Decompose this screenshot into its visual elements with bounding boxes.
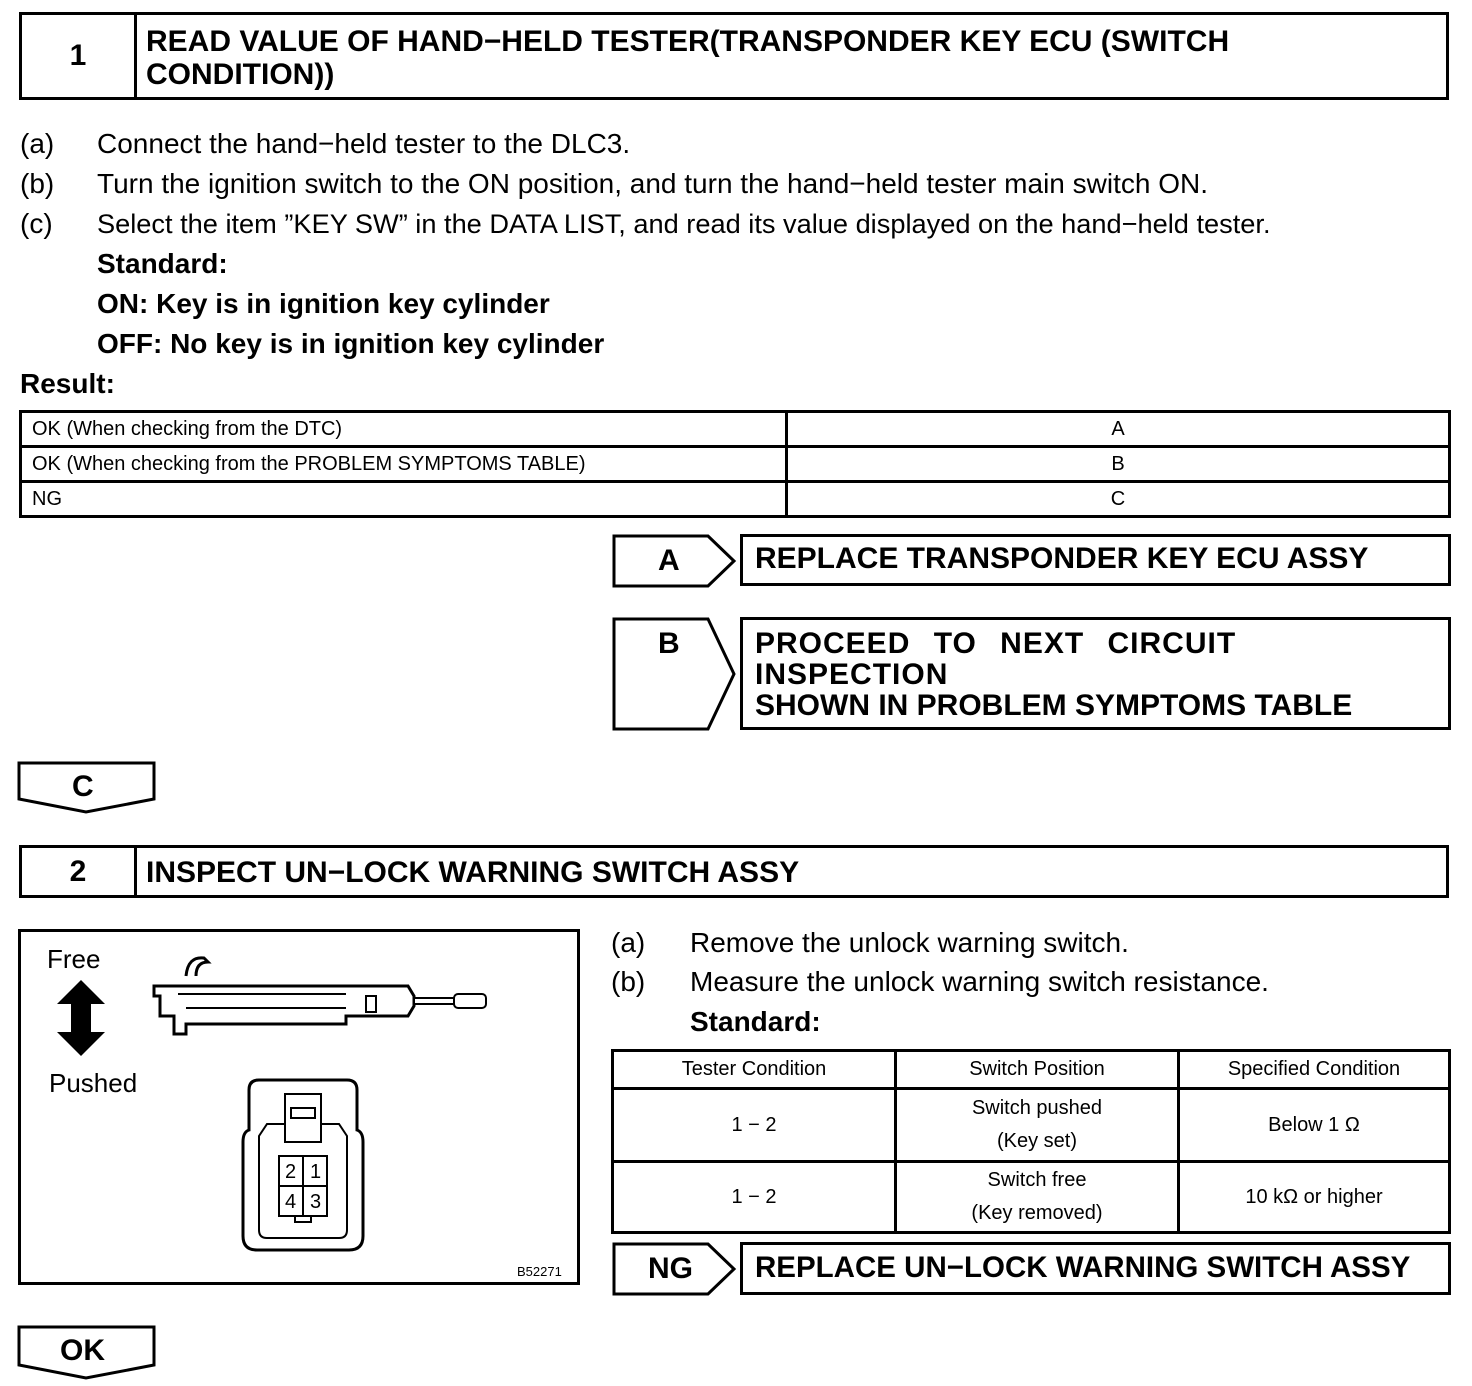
step-2-item-b-text: Measure the unlock warning switch resistance. bbox=[690, 966, 1269, 997]
pin-3: 3 bbox=[310, 1191, 322, 1213]
step-1-title bbox=[146, 25, 1436, 91]
spec-position-line-2: (Key removed) bbox=[971, 1202, 1103, 1224]
result-code: C bbox=[787, 482, 1450, 517]
step-1-title-line-1: READ VALUE OF HAND−HELD TESTER(TRANSPONDER KEY ECU (SWITCH bbox=[146, 25, 1230, 58]
ng-code: NG bbox=[648, 1252, 693, 1285]
connector-front-view-icon bbox=[241, 1076, 365, 1254]
result-code: A bbox=[787, 412, 1450, 447]
pin-1: 1 bbox=[310, 1161, 322, 1183]
action-a-box bbox=[740, 534, 1451, 586]
standard-on: ON: Key is in ignition key cylinder bbox=[97, 288, 550, 319]
table-row bbox=[613, 1051, 1450, 1089]
spec-condition: 10 kΩ or higher bbox=[1179, 1162, 1450, 1233]
step-1-title-line-2: CONDITION)) bbox=[146, 58, 335, 91]
spec-tester: 1 − 2 bbox=[613, 1089, 896, 1162]
item-label: (b) bbox=[20, 168, 55, 199]
result-code: B bbox=[787, 447, 1450, 482]
item-label: (b) bbox=[611, 966, 646, 997]
spec-header: Switch Position bbox=[896, 1051, 1179, 1089]
step-2-number: 2 bbox=[22, 848, 137, 895]
action-b-code: B bbox=[658, 627, 680, 660]
table-row bbox=[613, 1162, 1450, 1233]
item-text: Turn the ignition switch to the ON position, and turn the hand−held tester main switch ON. bbox=[97, 168, 1208, 199]
spec-header: Specified Condition bbox=[1179, 1051, 1450, 1089]
spec-position bbox=[896, 1162, 1179, 1233]
ok-code: OK bbox=[60, 1334, 105, 1367]
item-label: (a) bbox=[20, 128, 55, 159]
step-2-item-a-text: Remove the unlock warning switch. bbox=[690, 927, 1129, 958]
figure-id: B52271 bbox=[517, 1264, 562, 1279]
table-row bbox=[21, 482, 1450, 517]
spec-header: Tester Condition bbox=[613, 1051, 896, 1089]
pin-4: 4 bbox=[285, 1191, 297, 1213]
spec-condition: Below 1 Ω bbox=[1179, 1089, 1450, 1162]
action-b-box bbox=[740, 617, 1451, 730]
result-condition: OK (When checking from the DTC) bbox=[21, 412, 787, 447]
action-a-text: REPLACE TRANSPONDER KEY ECU ASSY bbox=[755, 542, 1369, 575]
pushed-label: Pushed bbox=[49, 1068, 138, 1098]
step-2-standard-label: Standard: bbox=[690, 1006, 821, 1037]
table-row bbox=[21, 447, 1450, 482]
step-2-header bbox=[19, 845, 1449, 898]
result-table bbox=[19, 410, 1451, 518]
action-a-code: A bbox=[658, 544, 680, 577]
standard-label: Standard: bbox=[97, 248, 228, 279]
spec-tester: 1 − 2 bbox=[613, 1162, 896, 1233]
step-1-header bbox=[19, 12, 1449, 100]
ng-action-text: REPLACE UN−LOCK WARNING SWITCH ASSY bbox=[755, 1251, 1411, 1284]
step-2-title: INSPECT UN−LOCK WARNING SWITCH ASSY bbox=[146, 856, 800, 889]
step-2-item-b bbox=[611, 966, 645, 998]
switch-figure bbox=[18, 929, 580, 1285]
table-row bbox=[613, 1089, 1450, 1162]
item-text: Connect the hand−held tester to the DLC3. bbox=[97, 128, 631, 159]
standard-off: OFF: No key is in ignition key cylinder bbox=[97, 328, 605, 359]
step-2-item-a bbox=[611, 927, 645, 959]
spec-position-line-2: (Key set) bbox=[996, 1130, 1078, 1152]
spec-position-line-1: Switch pushed bbox=[971, 1097, 1103, 1119]
step-1-number: 1 bbox=[22, 15, 137, 97]
next-c-code: C bbox=[72, 770, 94, 803]
switch-side-view-icon bbox=[146, 946, 496, 1036]
item-label: (a) bbox=[611, 927, 646, 958]
pin-2: 2 bbox=[285, 1161, 297, 1183]
spec-position-line-1: Switch free bbox=[987, 1169, 1087, 1191]
action-b-line-2: SHOWN IN PROBLEM SYMPTOMS TABLE bbox=[755, 689, 1353, 722]
table-row bbox=[21, 412, 1450, 447]
spec-position bbox=[896, 1089, 1179, 1162]
action-b-line-1: PROCEED TO NEXT CIRCUIT INSPECTION bbox=[755, 627, 1237, 691]
item-text: Select the item ”KEY SW” in the DATA LIST, and read its value displayed on the hand−held tester. bbox=[97, 208, 1271, 239]
result-condition: OK (When checking from the PROBLEM SYMPTOMS TABLE) bbox=[21, 447, 787, 482]
spec-table bbox=[611, 1049, 1451, 1234]
result-label: Result: bbox=[20, 368, 115, 399]
free-label: Free bbox=[47, 944, 101, 974]
result-condition: NG bbox=[21, 482, 787, 517]
double-arrow-icon bbox=[53, 978, 109, 1058]
ng-action-box bbox=[740, 1242, 1451, 1295]
item-label: (c) bbox=[20, 208, 53, 239]
